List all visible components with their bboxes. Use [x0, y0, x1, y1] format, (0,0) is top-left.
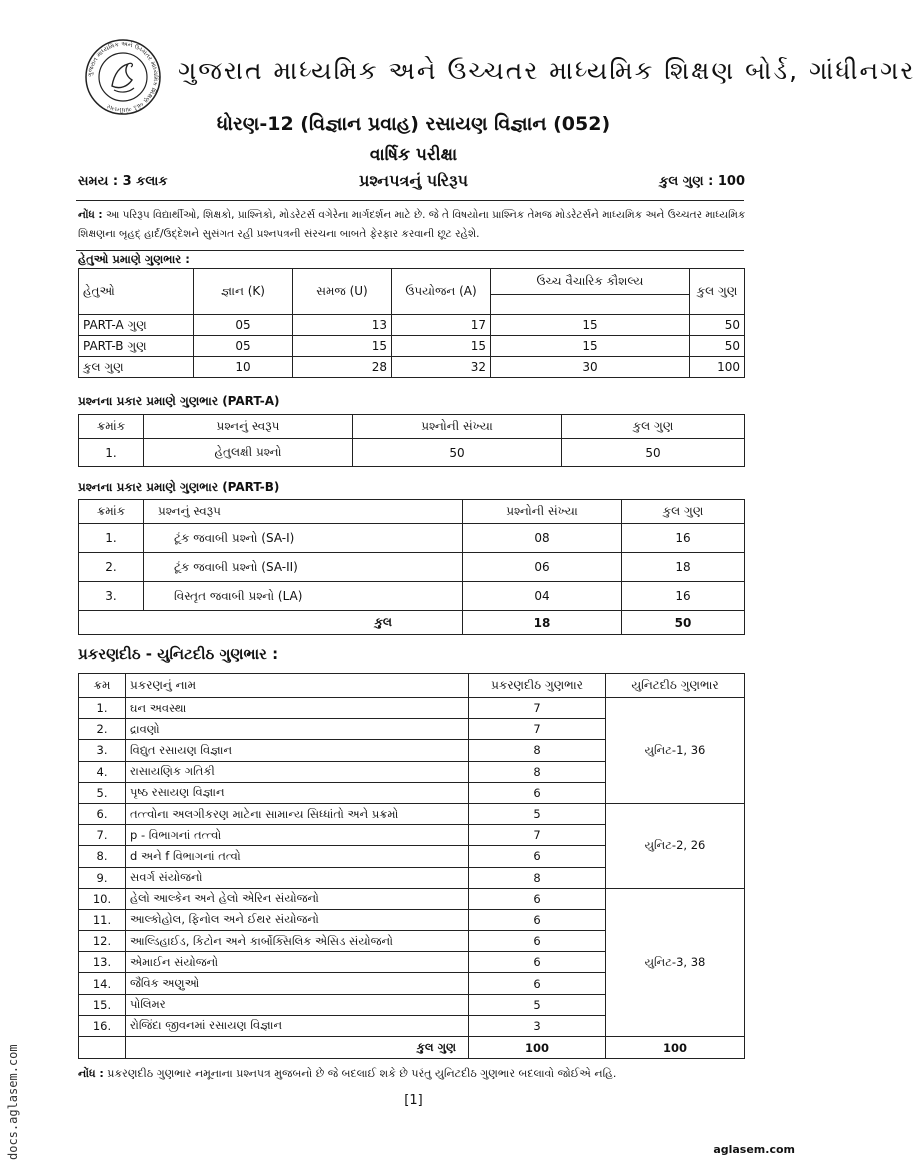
col-header: કુલ ગુણ [622, 500, 745, 524]
table-cell: ટૂંક જવાબી પ્રશ્નો (SA-I) [144, 524, 463, 553]
blank-cell [79, 1037, 126, 1059]
col-header: ક્રમાંક [79, 500, 144, 524]
note-text: પ્રકરણદીઠ ગુણભાર નમૂનાના પ્રશ્નપત્ર મુજબનો છે જે બદલાઈ શકે છે પરંતુ યુનિટદીઠ ગુણભાર બદલાવો જોઈએ નહિ. [107, 1067, 617, 1080]
table-cell: તત્ત્વોના અલગીકરણ માટેના સામાન્ય સિધ્ધાંતો અને પ્રક્રમો [126, 803, 469, 824]
partA-table [78, 414, 745, 467]
chapters-table [78, 673, 745, 1059]
exam-time: સમય : 3 કલાક [78, 174, 168, 189]
table-cell: 12. [79, 931, 126, 952]
table-cell: PART-A ગુણ [79, 315, 194, 336]
table-row [79, 582, 745, 611]
table-cell: 1. [79, 698, 126, 719]
table-cell: 8 [469, 761, 606, 782]
table-cell: દ્રાવણો [126, 719, 469, 740]
table-cell: વિસ્તૃત જવાબી પ્રશ્નો (LA) [144, 582, 463, 611]
total-label: કુલ ગુણ [126, 1037, 469, 1059]
subject-line: ધોરણ-12 (વિજ્ઞાન પ્રવાહ) રસાયણ વિજ્ઞાન (052) [216, 113, 611, 135]
table-cell: 15 [491, 336, 690, 357]
table-cell: d અને f વિભાગનાં તત્વો [126, 846, 469, 867]
table-cell: 8. [79, 846, 126, 867]
table-cell: 3 [469, 1015, 606, 1036]
partA-heading: પ્રશ્નના પ્રકાર પ્રમાણે ગુણભાર (PART-A) [78, 394, 280, 408]
table-cell: 6 [469, 846, 606, 867]
objectives-table [78, 268, 745, 378]
table-cell: 5 [469, 803, 606, 824]
table-cell: હેતુલક્ષી પ્રશ્નો [144, 439, 353, 467]
table-cell: PART-B ગુણ [79, 336, 194, 357]
table-cell: સવર્ગ સંયોજનો [126, 867, 469, 888]
table-cell: 5. [79, 782, 126, 803]
table-cell: 10. [79, 888, 126, 909]
divider [76, 250, 744, 251]
table-cell: ઘન અવસ્થા [126, 698, 469, 719]
table-cell: રોજિંદા જીવનમાં રસાયણ વિજ્ઞાન [126, 1015, 469, 1036]
table-cell: 5 [469, 994, 606, 1015]
table-cell: 17 [392, 315, 491, 336]
table-cell: 15. [79, 994, 126, 1015]
table-row [79, 357, 745, 378]
col-header: પ્રશ્નનું સ્વરૂપ [144, 415, 353, 439]
table-cell: 3. [79, 740, 126, 761]
table-cell: રાસાયણિક ગતિકી [126, 761, 469, 782]
table-cell: 28 [293, 357, 392, 378]
table-cell: 6 [469, 973, 606, 994]
table-total-row [79, 1037, 745, 1059]
col-header: પ્રશ્નનું સ્વરૂપ [144, 500, 463, 524]
table-row [79, 336, 745, 357]
table-cell: પૃષ્ઠ રસાયણ વિજ્ઞાન [126, 782, 469, 803]
note-guidance [78, 206, 746, 244]
table-cell: 11. [79, 909, 126, 930]
table-cell: 8 [469, 867, 606, 888]
unit-cell: યુનિટ-3, 38 [606, 888, 745, 1036]
table-cell: 50 [562, 439, 745, 467]
col-header: કુલ ગુણ [690, 269, 745, 315]
blank-cell [491, 295, 690, 315]
table-cell: 1. [79, 439, 144, 467]
partB-table [78, 499, 745, 635]
table-row [79, 315, 745, 336]
table-cell: 3. [79, 582, 144, 611]
table-cell: 05 [194, 336, 293, 357]
table-cell: 13. [79, 952, 126, 973]
table-cell: ટૂંક જવાબી પ્રશ્નો (SA-II) [144, 553, 463, 582]
table-cell: વિદ્યુત રસાયણ વિજ્ઞાન [126, 740, 469, 761]
table-cell: 8 [469, 740, 606, 761]
col-header: કુલ ગુણ [562, 415, 745, 439]
total-label: કુલ [79, 611, 463, 635]
table-cell: હેલો આલ્કેન અને હેલો એરિન સંયોજનો [126, 888, 469, 909]
table-row [79, 439, 745, 467]
table-cell: 15 [392, 336, 491, 357]
table-cell: 2. [79, 719, 126, 740]
col-header: હેતુઓ [79, 269, 194, 315]
seal-text: ગુજરાત માધ્યમિક અને ઉચ્ચતર માધ્યમિક શિક્ષણ બોર્ડ ગાંધીનગર [86, 40, 160, 114]
unit-cell: યુનિટ-2, 26 [606, 803, 745, 888]
table-row [79, 524, 745, 553]
table-cell: 7 [469, 698, 606, 719]
table-cell: 18 [622, 553, 745, 582]
table-cell: 15 [293, 336, 392, 357]
total-marks: કુલ ગુણ : 100 [659, 174, 745, 189]
table-cell: 2. [79, 553, 144, 582]
table-cell: 6 [469, 888, 606, 909]
table-cell: 05 [194, 315, 293, 336]
table-cell: 1. [79, 524, 144, 553]
table-cell: 32 [392, 357, 491, 378]
col-header: યુનિટદીઠ ગુણભાર [606, 674, 745, 698]
divider [76, 200, 744, 201]
table-cell: 6 [469, 952, 606, 973]
table-row [79, 803, 745, 824]
brand-watermark: aglasem.com [713, 1143, 795, 1156]
table-cell: 16. [79, 1015, 126, 1036]
table-total-row [79, 611, 745, 635]
unit-cell: યુનિટ-1, 36 [606, 698, 745, 804]
table-cell: કુલ ગુણ [79, 357, 194, 378]
table-cell: 6 [469, 782, 606, 803]
table-cell: 04 [463, 582, 622, 611]
note-label: નોંધ : [78, 209, 103, 221]
total-cell: 50 [622, 611, 745, 635]
table-row [79, 888, 745, 909]
table-row [79, 553, 745, 582]
table-cell: જૈવિક અણુઓ [126, 973, 469, 994]
table-cell: 13 [293, 315, 392, 336]
note-weightage [78, 1064, 746, 1083]
table-cell: 14. [79, 973, 126, 994]
objectives-heading: હેતુઓ પ્રમાણે ગુણભાર : [78, 252, 190, 266]
col-header: ક્રમ [79, 674, 126, 698]
table-cell: 9. [79, 867, 126, 888]
total-cell: 100 [606, 1037, 745, 1059]
table-cell: આલ્ડિહાઈડ, કિટોન અને કાર્બોક્સિલિક એસિડ સંયોજનો [126, 931, 469, 952]
table-cell: 6 [469, 909, 606, 930]
col-header: ઉચ્ચ વૈચારિક કૌશલ્ય [491, 269, 690, 295]
col-header: પ્રકરણનું નામ [126, 674, 469, 698]
board-title: ગુજરાત માધ્યમિક અને ઉચ્ચતર માધ્યમિક શિક્ષણ બોર્ડ, ગાંધીનગર [178, 56, 915, 85]
table-cell: 50 [690, 336, 745, 357]
table-cell: 15 [491, 315, 690, 336]
table-cell: p - વિભાગનાં તત્ત્વો [126, 825, 469, 846]
table-cell: 50 [690, 315, 745, 336]
table-cell: 16 [622, 582, 745, 611]
board-seal-emblem [84, 38, 162, 116]
exam-line: વાર્ષિક પરીક્ષા [369, 145, 458, 165]
note-label: નોંધ : [78, 1067, 104, 1080]
table-cell: 6 [469, 931, 606, 952]
col-header: જ્ઞાન (K) [194, 269, 293, 315]
page-number: [1] [404, 1093, 423, 1108]
side-watermark: docs.aglasem.com [6, 1044, 20, 1160]
table-cell: 10 [194, 357, 293, 378]
table-cell: 7 [469, 719, 606, 740]
table-cell: 30 [491, 357, 690, 378]
blueprint-title: પ્રશ્નપત્રનું પરિરૂપ [359, 171, 468, 190]
col-header: પ્રકરણદીઠ ગુણભાર [469, 674, 606, 698]
table-cell: પોલિમર [126, 994, 469, 1015]
table-cell: આલ્કોહોલ, ફિનોલ અને ઈથર સંયોજનો [126, 909, 469, 930]
table-cell: 08 [463, 524, 622, 553]
col-header: પ્રશ્નોની સંખ્યા [353, 415, 562, 439]
table-cell: 50 [353, 439, 562, 467]
table-cell: 7 [469, 825, 606, 846]
col-header: ઉપયોજન (A) [392, 269, 491, 315]
table-cell: 6. [79, 803, 126, 824]
chapters-heading: પ્રકરણદીઠ - યુનિટદીઠ ગુણભાર : [78, 645, 279, 663]
col-header: ક્રમાંક [79, 415, 144, 439]
note-text: આ પરિરૂપ વિદ્યાર્થીઓ, શિક્ષકો, પ્રાશ્નિકો, મોડરેટર્સ વગેરેના માર્ગદર્શન માટે છે. જે તે વિષયોના પ્રાશ્નિક તેમજ મોડરેટર્સને માધ્યમિક અને ઉચ્ચતર માધ્યમિક શિક્ષણના બૃહદ્ હાર્દ/ઉદ્દેશને સુસંગત રહી પ્રશ્નપત્રની સંરચના બાબતે ફેરફાર કરવાની છૂટ રહેશે. [78, 209, 746, 240]
table-cell: 7. [79, 825, 126, 846]
table-cell: એમાઈન સંયોજનો [126, 952, 469, 973]
total-cell: 100 [469, 1037, 606, 1059]
table-cell: 16 [622, 524, 745, 553]
col-header: સમજ (U) [293, 269, 392, 315]
table-cell: 06 [463, 553, 622, 582]
total-cell: 18 [463, 611, 622, 635]
table-row [79, 698, 745, 719]
table-cell: 100 [690, 357, 745, 378]
table-cell: 4. [79, 761, 126, 782]
col-header: પ્રશ્નોની સંખ્યા [463, 500, 622, 524]
partB-heading: પ્રશ્નના પ્રકાર પ્રમાણે ગુણભાર (PART-B) [78, 480, 280, 494]
